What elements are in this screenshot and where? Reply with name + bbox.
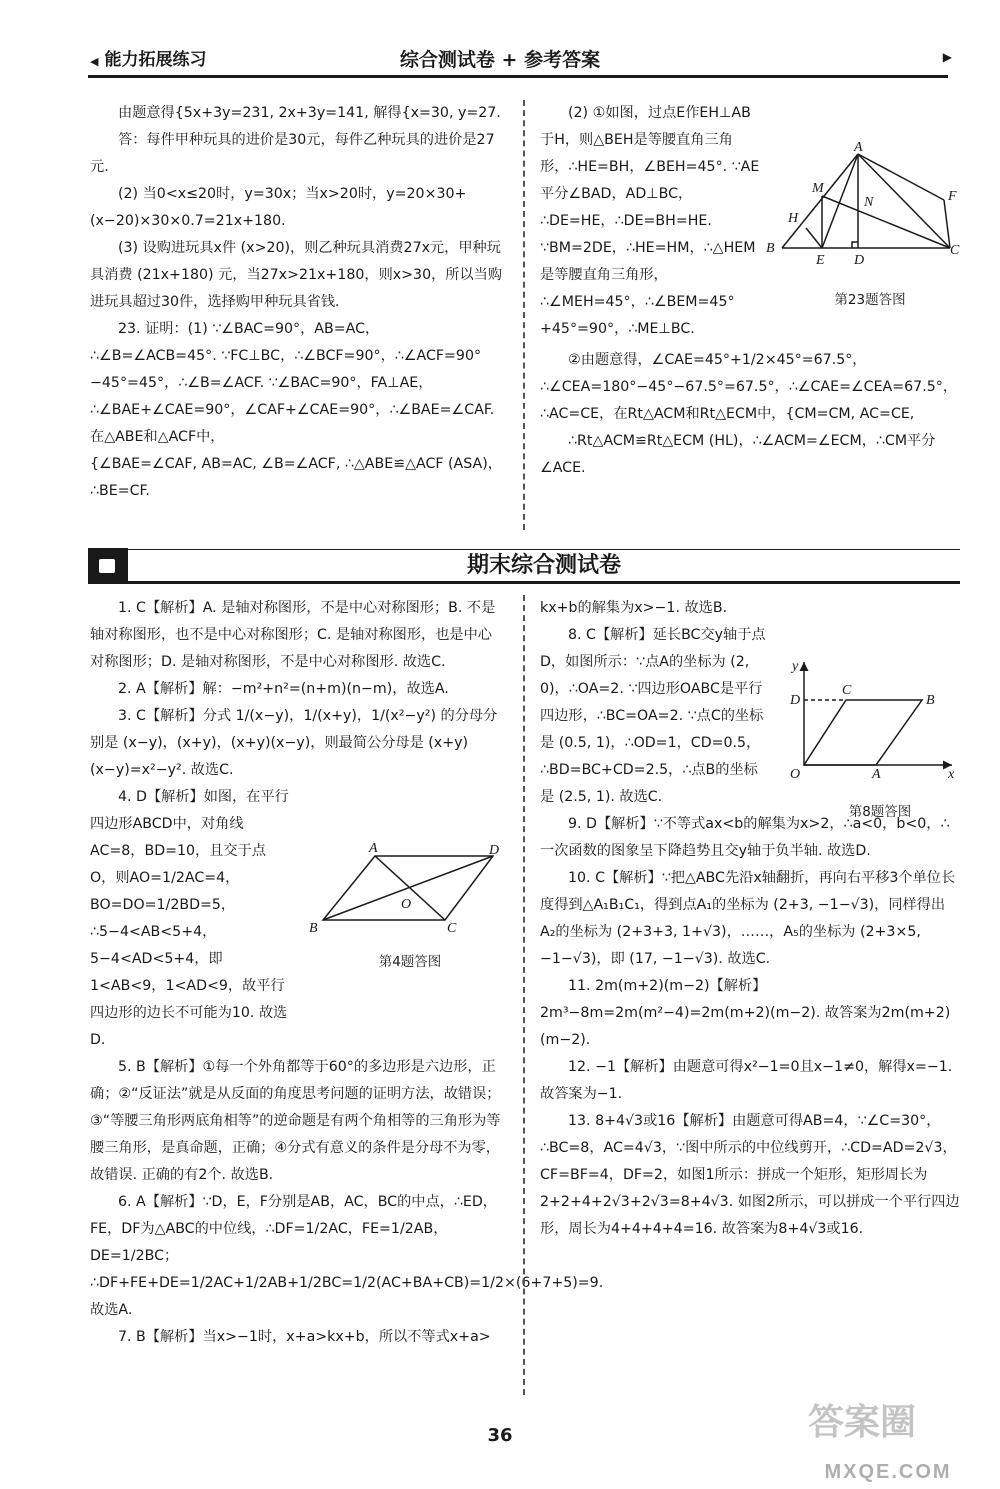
figure-23-svg [762,140,962,270]
label-C: C [950,243,960,258]
column-divider-bottom [523,595,525,1395]
answer-4: 4. D【解析】如图，在平行四边形ABCD中，对角线AC=8，BD=10，且交于点O，则AO=1/2AC=4，BO=DO=1/2BD=5，∴5−4<AB<5+4，5−4<AD<5+4，即1<AB<9，1<AD<9，故平行四边形的边长不可能为10. 故选D. [90,789,289,1048]
section-icon [88,548,128,584]
section-rule-top [128,549,960,550]
label-B: B [309,921,318,936]
section-header [88,548,960,584]
section-title: 期末综合测试卷 [466,553,621,578]
answer-3: 3. C【解析】分式 1/(x−y)，1/(x+y)，1/(x²−y²) 的分母分别是 (x−y)，(x+y)，(x+y)(x−y)，则最简公分母是 (x+y)(x−y)=x²−y². 故选C. [90,708,498,778]
figure-4-svg [305,838,515,943]
label-C: C [447,921,457,936]
figure-8 [780,650,960,785]
answer-1: 1. C【解析】A. 是轴对称图形，不是中心对称图形；B. 不是轴对称图形，也不是中心对称图形；C. 是轴对称图形，也是中心对称图形；D. 是轴对称图形，不是中心对称图形. 故选C. [90,600,496,670]
label-D: D [790,693,801,708]
figure-8-svg [780,650,960,785]
header-left: ◀ 能力拓展练习 [90,50,207,70]
answer-6: 6. A【解析】∵D，E，F分别是AB，AC，BC的中点，∴ED，FE，DF为△ABC的中位线，∴DF=1/2AC，FE=1/2AB，DE=1/2BC；∴DF+FE+DE=1/2AC+1/2AB+1/2BC=1/2(AC+BA+CB)=1/2×(6+7+5)=9. 故选A. [90,1194,604,1318]
watermark-text: MXQE.COM [824,1461,952,1483]
figure-4 [305,838,515,943]
text-line: ②由题意得，∠CAE=45°+1/2×45°=67.5°，∴∠CEA=180°−45°−67.5°=67.5°，∴∠CAE=∠CEA=67.5°，∴AC=CE，在Rt△ACM和Rt△ECM中，{CM=CM, AC=CE, [540,352,958,422]
text-line: 由题意得{5x+3y=231, 2x+3y=141, 解得{x=30, y=27. [118,105,501,121]
label-D: D [489,843,500,858]
answer-12: 12. −1【解析】由题意可得x²−1=0且x−1≠0，解得x=−1. 故答案为−1. [540,1059,953,1102]
text-line: (2) ①如图，过点E作EH⊥AB于H，则△BEH是等腰直角三角形，∴HE=BH，∠BEH=45°. ∵AE平分∠BAD，AD⊥BC，∴DE=HE，∴DE=BH=HE. ∵BM=2DE，∴HE=HM，∴△HEM是等腰直角三角形，∴∠MEH=45°，∴∠BEM=45°+45°=90°，∴ME⊥BC. [540,105,760,337]
header-rule [88,75,948,78]
label-B: B [926,693,935,708]
figure-8-caption: 第8题答图 [848,804,912,820]
section-rule [128,581,960,584]
text-line: 23. 证明：(1) ∵∠BAC=90°，AB=AC，∴∠B=∠ACB=45°. ∵FC⊥BC，∴∠BCF=90°，∴∠ACF=90°−45°=45°，∴∠B=∠ACF. ∵∠BAC=90°，FA⊥AE，∴∠BAE+∠CAE=90°，∠CAF+∠CAE=90°，∴∠BAE=∠CAF. 在△ABE和△ACF中， [90,321,495,445]
label-M: M [812,181,824,196]
answer-10: 10. C【解析】∵把△ABC先沿x轴翻折，再向右平移3个单位长度得到△A₁B₁C₁，得到点A₁的坐标为 (2+3, −1−√3)，同样得出A₂的坐标为 (2+3+3, 1+√3)，……，A₅的坐标为 (2+3×5, −1−√3)，即 (17, −1−√3). 故选C. [540,870,956,967]
figure-23-caption: 第23题答图 [834,292,906,308]
answer-7: 7. B【解析】当x>−1时，x+a>kx+b，所以不等式x+a> [118,1329,491,1345]
label-H: H [788,211,799,226]
text-line: (3) 设购进玩具x件 (x>20)，则乙种玩具消费27x元，甲种玩具消费 (21x+180) 元，当27x>21x+180，则x>30，所以当购进玩具超过30件，选择购甲种玩具省钱. [90,240,503,310]
answer-9: 9. D【解析】∵不等式ax<b的解集为x>2，∴a<0，b<0，∴一次函数的图象呈下降趋势且交y轴于负半轴. 故选D. [540,816,950,859]
watermark-glyphs: 答案圈 [808,1402,917,1443]
label-O: O [401,897,412,912]
header-title: 综合测试卷 + 参考答案 [399,49,601,71]
label-O: O [790,767,801,782]
label-A: A [369,841,378,856]
label-y: y [792,659,799,674]
label-A: A [854,140,863,155]
label-x: x [948,767,955,782]
header-right-mark: ▶ [942,50,952,64]
label-E: E [816,253,825,268]
answer-11: 11. 2m(m+2)(m−2)【解析】2m³−8m=2m(m²−4)=2m(m+2)(m−2). 故答案为2m(m+2)(m−2). [540,978,951,1048]
label-A: A [872,767,881,782]
text-line: 答：每件甲种玩具的进价是30元，每件乙种玩具的进价是27元. [90,132,495,175]
answer-5: 5. B【解析】①每一个外角都等于60°的多边形是六边形，正确；②“反证法”就是从反面的角度思考问题的证明方法，故错误；③“等腰三角形两底角相等”的逆命题是有两个角相等的三角形为等腰三角形，是真命题，正确；④分式有意义的条件是分母不为零，故错误. 正确的有2个. 故选B. [90,1059,501,1183]
label-F: F [948,189,957,204]
label-B: B [766,241,775,256]
figure-23 [762,140,962,270]
answer-13: 13. 8+4√3或16【解析】由题意可得AB=4，∵∠C=30°，∴BC=8，AC=4√3，∵图中所示的中位线剪开，∴CD=AD=2√3，CF=BF=4，DF=2，如图1所示：拼成一个矩形，矩形周长为2+2+4+2√3+2√3=8+4√3. 如图2所示，可以拼成一个平行四边形，周长为4+4+4+4=16. 故答案为8+4√3或16. [540,1113,960,1237]
text-line: (2) 当0<x≤20时，y=30x；当x>20时，y=20×30+(x−20)×30×0.7=21x+180. [90,186,467,229]
label-N: N [864,195,874,210]
top-left-column [90,100,505,505]
page-number: 36 [487,1425,513,1446]
column-divider [523,100,525,530]
label-D: D [854,253,865,268]
figure-4-caption: 第4题答图 [378,954,442,970]
text-line: ∴Rt△ACM≌Rt△ECM (HL)，∴∠ACM=∠ECM，∴CM平分∠ACE. [540,433,936,476]
answer-8: 8. C【解析】延长BC交y轴于点D，如图所示：∵点A的坐标为 (2, 0)，∴OA=2. ∵四边形OABC是平行四边形，∴BC=OA=2. ∵点C的坐标是 (0.5, 1)，∴OD=1，CD=0.5，∴BD=BC+CD=2.5，∴点B的坐标是 (2.5, 1). 故选C. [540,627,766,805]
header-left-text: 能力拓展练习 [104,50,207,70]
answer-7-cont: kx+b的解集为x>−1. 故选B. [540,600,728,616]
answer-2: 2. A【解析】解：−m²+n²=(n+m)(n−m)，故选A. [118,681,449,697]
bottom-left-column [90,595,604,1351]
label-C: C [842,683,852,698]
text-line: {∠BAE=∠CAF, AB=AC, ∠B=∠ACF, ∴△ABE≌△ACF (ASA)，∴BE=CF. [90,456,502,499]
watermark-logo [788,1392,988,1484]
